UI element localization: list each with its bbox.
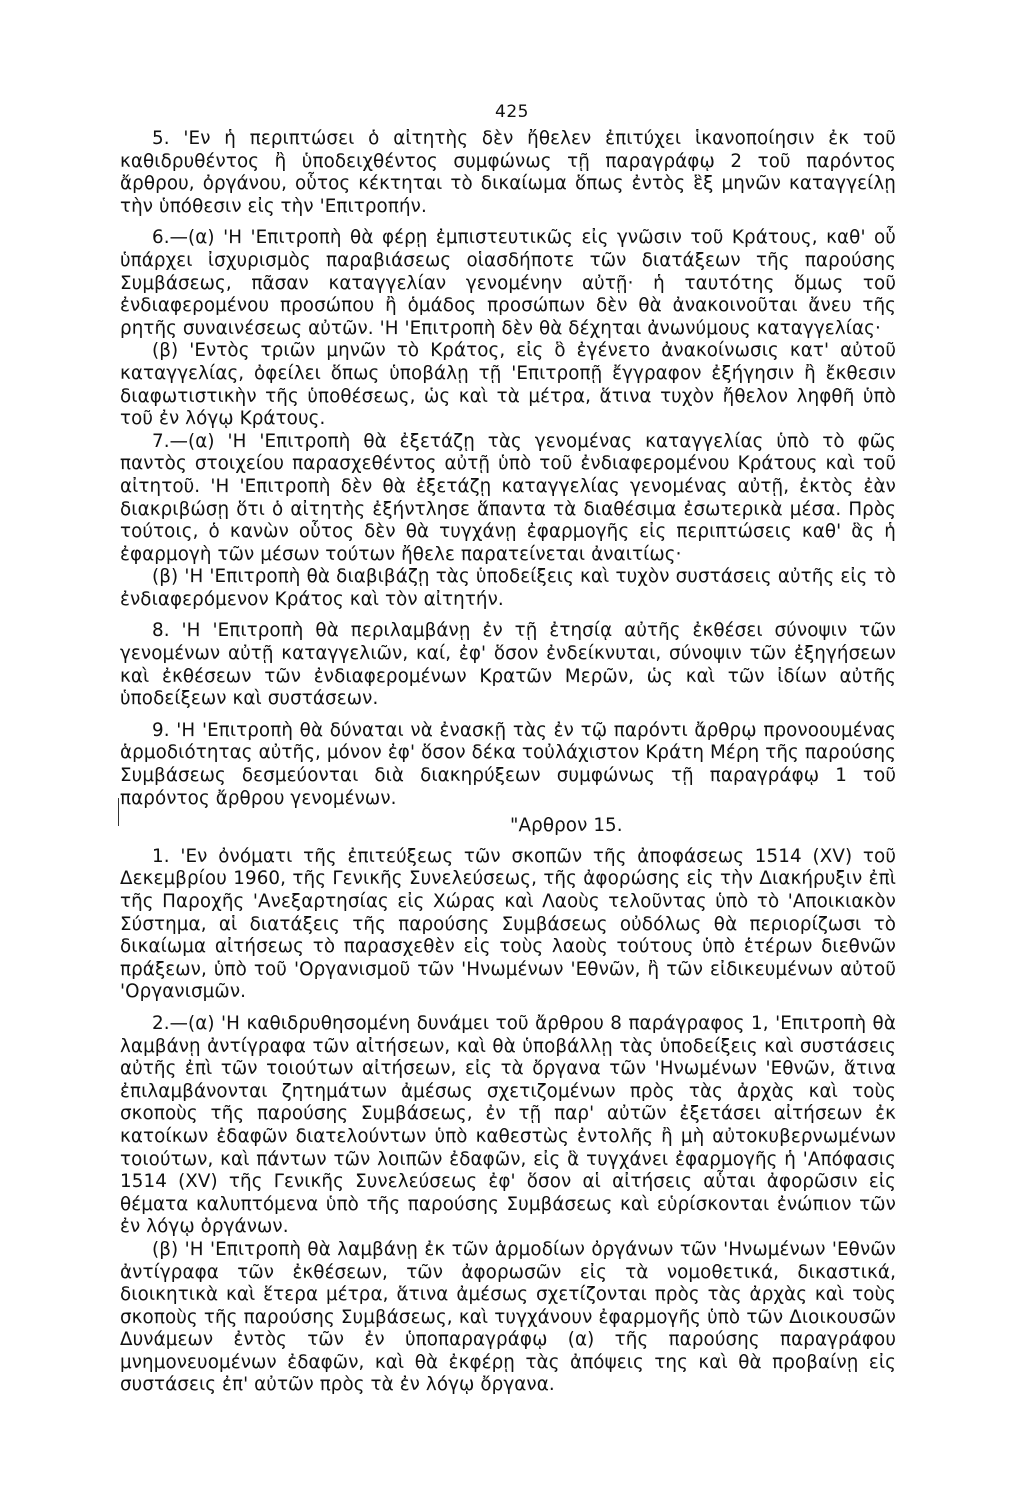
paragraph-6b: (β) 'Εντὸς τριῶν μηνῶν τὸ Κράτος, εἰς ὃ ἐγένετο ἀνακοίνωσις κατ' αὐτοῦ καταγγελίας, ὀφείλει ὅπως ὑποβάλῃ τῇ 'Επιτροπῇ ἔγγραφον ἐξήγησιν ἢ ἔκθεσιν διαφωτιστικὴν τῆς ὑποθέσεως, ὡς καὶ τὰ μέτρα, ἅτινα τυχὸν ἤθελον ληφθῆ ὑπὸ τοῦ ἐν λόγῳ Κράτους. (120, 340, 896, 430)
document-body (120, 128, 896, 1397)
paragraph-9: 9. 'Η 'Επιτροπὴ θὰ δύναται νὰ ἐνασκῇ τὰς ἐν τῷ παρόντι ἄρθρῳ προνοουμένας ἁρμοδιότητας αὐτῆς, μόνον ἐφ' ὅσον δέκα τοὐλάχιστον Κράτη Μέρη τῆς παρούσης Συμβάσεως δεσμεύονται διὰ διακηρύξεων συμφώνως τῇ παραγράφῳ 1 τοῦ παρόντος ἄρθρου γενομένων. (120, 719, 896, 809)
page-number: 425 (495, 102, 529, 122)
article-heading: "Αρθρον 15. (510, 815, 623, 837)
paragraph-8: 8. 'Η 'Επιτροπὴ θὰ περιλαμβάνῃ ἐν τῇ ἐτησίᾳ αὐτῆς ἐκθέσει σύνοψιν τῶν γενομένων αὐτῇ καταγγελιῶν, καί, ἐφ' ὅσον ἐνδείκνυται, σύνοψιν τῶν ἐξηγήσεων καὶ ἐκθέσεων τῶν ἐνδιαφερομένων Κρατῶν Μερῶν, ὡς καὶ τῶν ἰδίων αὐτῆς ὑποδείξεων καὶ συστάσεων. (120, 620, 896, 710)
margin-mark (118, 798, 119, 826)
article-15-paragraph-2b: (β) 'Η 'Επιτροπὴ θὰ λαμβάνῃ ἐκ τῶν ἁρμοδίων ὀργάνων τῶν 'Ηνωμένων 'Εθνῶν ἀντίγραφα τῶν ἐκθέσεων, τῶν ἀφορωσῶν εἰς τὰ νομοθετικά, δικαστικά, διοικητικὰ καὶ ἕτερα μέτρα, ἅτινα ἀμέσως σχετίζονται πρὸς τὰς ἀρχὰς καὶ τοὺς σκοποὺς τῆς παρούσης Συμβάσεως, καὶ τυγχάνουν ἐφαρμογῆς ὑπὸ τῶν Διοικουσῶν Δυνάμεων ἐντὸς τῶν ἐν ὑποπαραγράφῳ (α) τῆς παρούσης παραγράφου μνημονευομένων ἐδαφῶν, καὶ θὰ ἐκφέρῃ τὰς ἀπόψεις της καὶ θὰ προβαίνῃ εἰς συστάσεις ἐπ' αὐτῶν πρὸς τὰ ἐν λόγῳ ὄργανα. (120, 1238, 896, 1396)
article-15-paragraph-2a: 2.—(α) 'Η καθιδρυθησομένη δυνάμει τοῦ ἄρθρου 8 παράγραφος 1, 'Επιτροπὴ θὰ λαμβάνῃ ἀντίγραφα τῶν αἰτήσεων, καὶ θὰ ὑποβάλλῃ τὰς ὑποδείξεις καὶ συστάσεις αὐτῆς ἐπὶ τῶν τοιούτων αἰτήσεων, εἰς τὰ ὄργανα τῶν 'Ηνωμένων 'Εθνῶν, ἅτινα ἐπιλαμβάνονται ζητημάτων ἀμέσως σχετιζομένων πρὸς τὰς ἀρχὰς καὶ τοὺς σκοποὺς τῆς παρούσης Συμβάσεως, ἐν τῇ παρ' αὐτῶν ἐξετάσει αἰτήσεων ἐκ κατοίκων ἐδαφῶν διατελούντων ὑπὸ καθεστὼς ἐντολῆς ἢ μὴ αὐτοκυβερνωμένων τοιούτων, καὶ πάντων τῶν λοιπῶν ἐδαφῶν, εἰς ἃ τυγχάνει ἐφαρμογῆς ἡ 'Απόφασις 1514 (XV) τῆς Γενικῆς Συνελεύσεως ἐφ' ὅσον αἱ αἰτήσεις αὗται ἀφορῶσιν εἰς θέματα καλυπτόμενα ὑπὸ τῆς παρούσης Συμβάσεως καὶ εὑρίσκονται ἐνώπιον τῶν ἐν λόγῳ ὀργάνων. (120, 1012, 896, 1238)
paragraph-5: 5. 'Εν ἡ περιπτώσει ὁ αἰτητὴς δὲν ἤθελεν ἐπιτύχει ἱκανοποίησιν ἐκ τοῦ καθιδρυθέντος ἢ ὑποδειχθέντος συμφώνως τῇ παραγράφῳ 2 τοῦ παρόντος ἄρθρου, ὀργάνου, οὗτος κέκτηται τὸ δικαίωμα ὅπως ἐντὸς ἓξ μηνῶν καταγγείλῃ τὴν ὑπόθεσιν εἰς τὴν 'Επιτροπήν. (120, 128, 896, 217)
paragraph-7a: 7.—(α) 'Η 'Επιτροπὴ θὰ ἐξετάζῃ τὰς γενομένας καταγγελίας ὑπὸ τὸ φῶς παντὸς στοιχείου παρασχεθέντος αὐτῇ ὑπὸ τοῦ ἐνδιαφερομένου Κράτους καὶ τοῦ αἰτητοῦ. 'Η 'Επιτροπὴ δὲν θὰ ἐξετάζῃ καταγγελίας γενομένας αὐτῇ, ἐκτὸς ἐὰν διακριβώσῃ ὅτι ὁ αἰτητὴς ἐξήντλησε ἅπαντα τὰ διαθέσιμα ἐσωτερικὰ μέσα. Πρὸς τούτοις, ὁ κανὼν οὗτος δὲν θὰ τυγχάνῃ ἐφαρμογῆς εἰς περιπτώσεις καθ' ἃς ἡ ἐφαρμογὴ τῶν μέσων τούτων ἤθελε παρατείνεται ἀναιτίως· (120, 430, 896, 565)
article-15-paragraph-1: 1. 'Εν ὀνόματι τῆς ἐπιτεύξεως τῶν σκοπῶν τῆς ἀποφάσεως 1514 (XV) τοῦ Δεκεμβρίου 1960, τῆς Γενικῆς Συνελεύσεως, τῆς ἀφορώσης εἰς τὴν Διακήρυξιν ἐπὶ τῆς Παροχῆς 'Ανεξαρτησίας εἰς Χώρας καὶ Λαοὺς τελοῦντας ὑπὸ τὸ 'Αποικιακὸν Σύστημα, αἱ διατάξεις τῆς παρούσης Συμβάσεως οὐδόλως θὰ περιορίζωσι τὸ δικαίωμα αἰτήσεως τὸ παρασχεθὲν εἰς τοὺς λαοὺς τούτους ὑπὸ ἑτέρων διεθνῶν πράξεων, ὑπὸ τοῦ 'Οργανισμοῦ τῶν 'Ηνωμένων 'Εθνῶν, ἢ τῶν εἰδικευμένων αὐτοῦ 'Οργανισμῶν. (120, 845, 896, 1003)
paragraph-6a: 6.—(α) 'Η 'Επιτροπὴ θὰ φέρῃ ἐμπιστευτικῶς εἰς γνῶσιν τοῦ Κράτους, καθ' οὗ ὑπάρχει ἰσχυρισμὸς παραβιάσεως οἱασδήποτε τῶν διατάξεων τῆς παρούσης Συμβάσεως, πᾶσαν καταγγελίαν γενομένην αὐτῇ· ἡ ταυτότης ὅμως τοῦ ἐνδιαφερομένου προσώπου ἢ ὁμάδος προσώπων δὲν θὰ ἀνακοινοῦται ἄνευ τῆς ρητῆς συναινέσεως αὐτῶν. 'Η 'Επιτροπὴ δὲν θὰ δέχηται ἀνωνύμους καταγγελίας· (120, 227, 896, 339)
paragraph-7b: (β) 'Η 'Επιτροπὴ θὰ διαβιβάζῃ τὰς ὑποδείξεις καὶ τυχὸν συστάσεις αὐτῆς εἰς τὸ ἐνδιαφερόμενον Κράτος καὶ τὸν αἰτητήν. (120, 566, 896, 610)
